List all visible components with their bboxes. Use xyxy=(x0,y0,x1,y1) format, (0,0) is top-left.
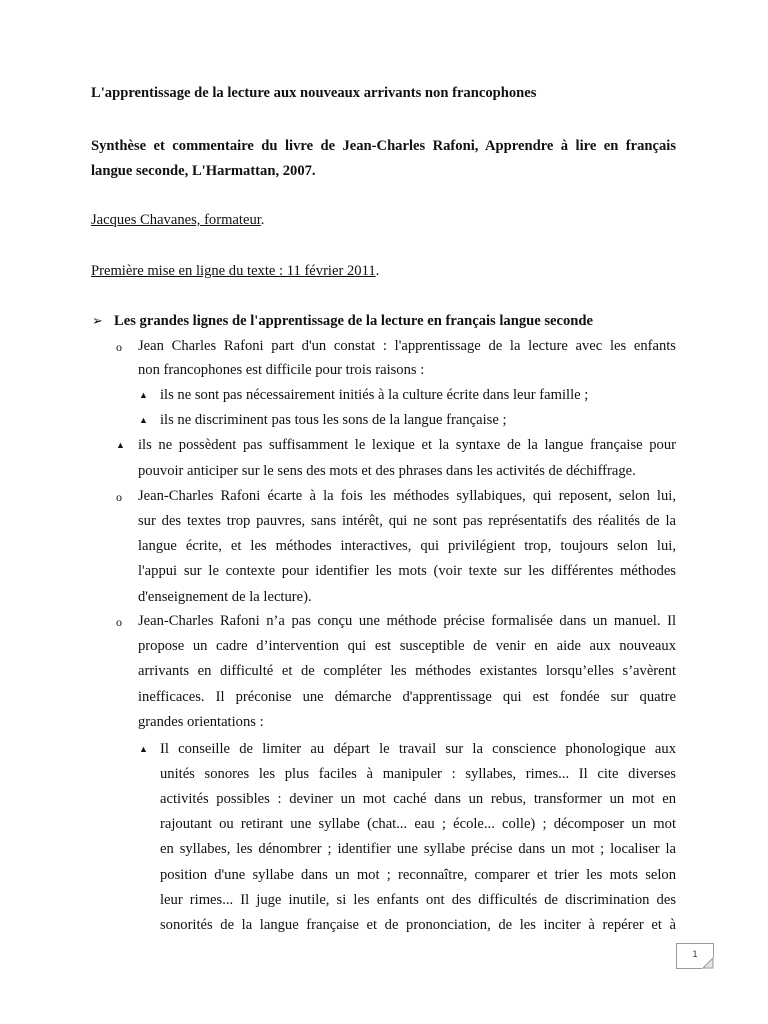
author-name: Jacques Chavanes, formateur xyxy=(91,212,261,228)
orientation-1-line-2: unités sonores les plus faciles à manipuler : syllabes, rimes... Il cite diverses xyxy=(160,766,676,782)
date-suffix: . xyxy=(375,263,380,279)
paragraph-2-line-5: d'enseignement de la lecture). xyxy=(138,589,312,605)
page-curl-icon xyxy=(702,957,714,969)
paragraph-1-line-2: non francophones est difficile pour trois raisons : xyxy=(138,362,425,378)
subtitle-line-1: Synthèse et commentaire du livre de Jean-Charles Rafoni, Apprendre à lire en français xyxy=(91,138,676,154)
orientation-1-line-6: position d'une syllabe dans un mot ; reconnaître, comparer et trier les mots selon xyxy=(160,867,676,883)
orientation-1-line-7: leur rimes... Il juge inutile, si les enfants ont des difficultés de discrimination des xyxy=(160,892,676,908)
circle-bullet-icon: o xyxy=(116,615,122,629)
paragraph-3-line-4: inefficaces. Il préconise une démarche d'apprentissage qui est fondée sur quatre xyxy=(138,689,676,705)
triangle-bullet-icon: ▲ xyxy=(139,415,148,425)
paragraph-3-line-2: propose un cadre d’intervention qui est susceptible de venir en aide aux nouveaux xyxy=(138,638,676,654)
paragraph-3-line-3: arrivants en difficulté et de compléter les méthodes existantes lorsqu’elles s’avèrent xyxy=(138,663,676,679)
reason-3-line-1: ils ne possèdent pas suffisamment le lexique et la syntaxe de la langue française pour xyxy=(138,437,676,453)
reason-3-line-2: pouvoir anticiper sur le sens des mots et des phrases dans les activités de déchiffrage. xyxy=(138,463,636,479)
orientation-1-line-8: sonorités de la langue française et de prononciation, de les inciter à repérer et à xyxy=(160,917,676,933)
author-suffix: . xyxy=(260,212,265,228)
circle-bullet-icon: o xyxy=(116,340,122,354)
triangle-bullet-icon: ▲ xyxy=(139,390,148,400)
section-heading: Les grandes lignes de l'apprentissage de la lecture en français langue seconde xyxy=(114,313,594,329)
document-title: L'apprentissage de la lecture aux nouveaux arrivants non francophones xyxy=(91,85,537,101)
subtitle-line-2: langue seconde, L'Harmattan, 2007. xyxy=(91,163,316,179)
publication-date: Première mise en ligne du texte : 11 février 2011 xyxy=(91,263,376,279)
orientation-1-line-5: en syllabes, les dénombrer ; identifier une syllabe précise dans un mot ; localiser la xyxy=(160,841,676,857)
paragraph-3-line-5: grandes orientations : xyxy=(138,714,264,730)
circle-bullet-icon: o xyxy=(116,490,122,504)
arrow-bullet-icon: ➢ xyxy=(92,313,103,328)
paragraph-2-line-3: langue écrite, et les méthodes interactives, qui privilégient trop, toujours selon lui, xyxy=(138,538,676,554)
paragraph-2-line-4: l'appui sur le contexte pour identifier les mots (voir texte sur les différentes méthodes xyxy=(138,563,676,579)
orientation-1-line-4: rajoutant ou retirant une syllabe (chat... eau ; école... colle) ; décomposer un mot xyxy=(160,816,676,832)
reason-2: ils ne discriminent pas tous les sons de la langue française ; xyxy=(160,412,507,428)
date-line xyxy=(91,262,379,280)
page-number-box xyxy=(676,943,714,969)
paragraph-2-line-1: Jean-Charles Rafoni écarte à la fois les méthodes syllabiques, qui reposent, selon lui, xyxy=(138,488,676,504)
orientation-1-line-1: Il conseille de limiter au départ le travail sur la conscience phonologique aux xyxy=(160,741,676,757)
triangle-bullet-icon: ▲ xyxy=(116,440,125,450)
page-number: 1 xyxy=(692,949,698,959)
author-line xyxy=(91,211,264,229)
paragraph-1-line-1: Jean Charles Rafoni part d'un constat : l'apprentissage de la lecture avec les enfants xyxy=(138,338,676,354)
orientation-1-line-3: activités possibles : deviner un mot caché dans un rebus, transformer un mot en xyxy=(160,791,676,807)
triangle-bullet-icon: ▲ xyxy=(139,744,148,754)
paragraph-2-line-2: sur des textes trop pauvres, sans intérêt, qui ne sont pas représentatifs des réalités de la xyxy=(138,513,676,529)
reason-1: ils ne sont pas nécessairement initiés à la culture écrite dans leur famille ; xyxy=(160,387,589,403)
paragraph-3-line-1: Jean-Charles Rafoni n’a pas conçu une méthode précise formalisée dans un manuel. Il xyxy=(138,613,676,629)
